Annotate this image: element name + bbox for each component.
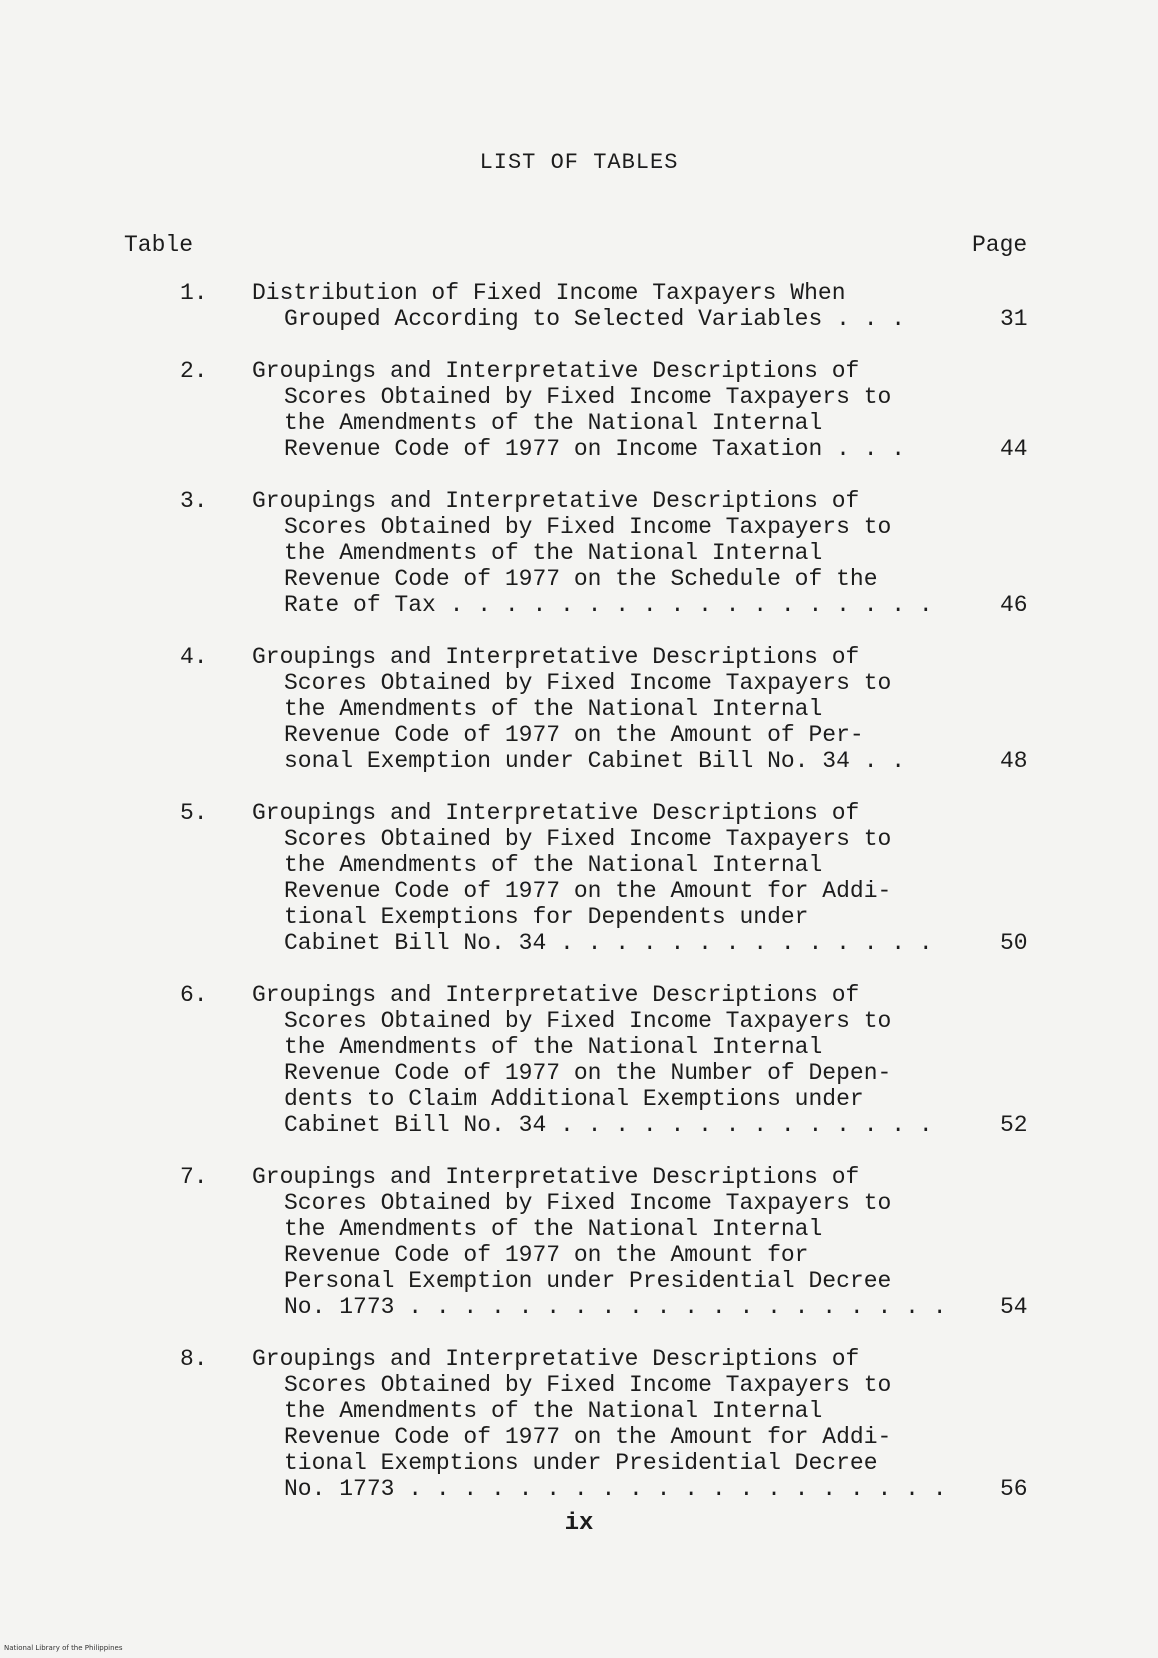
entry-line: Revenue Code of 1977 on the Schedule of the <box>284 566 878 592</box>
entry-line: Groupings and Interpretative Descriptions of <box>252 1164 860 1190</box>
entry-line: Scores Obtained by Fixed Income Taxpayers to <box>284 384 892 410</box>
entry-line: Groupings and Interpretative Descriptions of <box>252 644 860 670</box>
entry-line: Groupings and Interpretative Descriptions of <box>252 488 860 514</box>
entry-page-number: 54 <box>1000 1294 1028 1320</box>
entry-description <box>252 800 992 956</box>
entry-line: Groupings and Interpretative Descriptions of <box>252 1346 860 1372</box>
page-column-header: Page <box>972 232 1028 258</box>
entry-page-number: 56 <box>1000 1476 1028 1502</box>
table-entry <box>180 488 1050 618</box>
table-entry <box>180 280 1050 332</box>
entry-page-number: 52 <box>1000 1112 1028 1138</box>
entry-line: Rate of Tax . . . . . . . . . . . . . . . . . . <box>284 592 933 618</box>
entry-line: the Amendments of the National Internal <box>284 1216 823 1242</box>
entry-line: Groupings and Interpretative Descriptions of <box>252 358 860 384</box>
entry-line: the Amendments of the National Internal <box>284 696 823 722</box>
entry-description <box>252 1164 992 1320</box>
scan-credit: National Library of the Philippines <box>4 1644 123 1652</box>
entry-line: tional Exemptions under Presidential Decree <box>284 1450 878 1476</box>
entry-line: No. 1773 . . . . . . . . . . . . . . . . . . . . <box>284 1294 947 1320</box>
entry-line: Scores Obtained by Fixed Income Taxpayers to <box>284 826 892 852</box>
entry-line: Distribution of Fixed Income Taxpayers When <box>252 280 846 306</box>
entry-line: Groupings and Interpretative Descriptions of <box>252 982 860 1008</box>
entry-line: No. 1773 . . . . . . . . . . . . . . . . . . . . <box>284 1476 947 1502</box>
entry-description <box>252 358 992 462</box>
entry-number: 7. <box>180 1164 208 1190</box>
entry-line: Cabinet Bill No. 34 . . . . . . . . . . . . . . <box>284 1112 933 1138</box>
entry-line: Scores Obtained by Fixed Income Taxpayers to <box>284 1372 892 1398</box>
entry-line: Scores Obtained by Fixed Income Taxpayers to <box>284 514 892 540</box>
entry-line: the Amendments of the National Internal <box>284 540 823 566</box>
entry-line: dents to Claim Additional Exemptions under <box>284 1086 864 1112</box>
entry-line: Revenue Code of 1977 on the Number of Depen- <box>284 1060 892 1086</box>
entry-number: 5. <box>180 800 208 826</box>
entry-description <box>252 1346 992 1502</box>
entry-line: Cabinet Bill No. 34 . . . . . . . . . . . . . . <box>284 930 933 956</box>
entry-number: 2. <box>180 358 208 384</box>
entry-number: 4. <box>180 644 208 670</box>
entry-line: sonal Exemption under Cabinet Bill No. 34 . . <box>284 748 906 774</box>
table-entry <box>180 1164 1050 1320</box>
entry-line: the Amendments of the National Internal <box>284 852 823 878</box>
entry-description <box>252 644 992 774</box>
entry-number: 3. <box>180 488 208 514</box>
table-entry <box>180 982 1050 1138</box>
entry-line: Revenue Code of 1977 on Income Taxation . . . <box>284 436 906 462</box>
entry-line: Scores Obtained by Fixed Income Taxpayers to <box>284 1190 892 1216</box>
entry-line: the Amendments of the National Internal <box>284 1034 823 1060</box>
entry-description <box>252 488 992 618</box>
entry-line: Scores Obtained by Fixed Income Taxpayers to <box>284 1008 892 1034</box>
entry-number: 8. <box>180 1346 208 1372</box>
entry-line: Revenue Code of 1977 on the Amount for Addi- <box>284 878 892 904</box>
entry-page-number: 31 <box>1000 306 1028 332</box>
entry-description <box>252 982 992 1138</box>
entry-line: Grouped According to Selected Variables . . . <box>284 306 906 332</box>
entry-number: 6. <box>180 982 208 1008</box>
entry-description <box>252 280 992 332</box>
entry-line: Revenue Code of 1977 on the Amount for Addi- <box>284 1424 892 1450</box>
entry-line: tional Exemptions for Dependents under <box>284 904 809 930</box>
table-entry <box>180 1346 1050 1502</box>
table-column-header: Table <box>124 232 194 258</box>
table-entry <box>180 358 1050 462</box>
entry-line: the Amendments of the National Internal <box>284 1398 823 1424</box>
table-entry <box>180 644 1050 774</box>
page-title: LIST OF TABLES <box>479 150 679 175</box>
entry-page-number: 50 <box>1000 930 1028 956</box>
entry-line: Revenue Code of 1977 on the Amount for <box>284 1242 809 1268</box>
table-list <box>180 280 1050 1528</box>
entry-page-number: 48 <box>1000 748 1028 774</box>
entry-line: Groupings and Interpretative Descriptions of <box>252 800 860 826</box>
entry-number: 1. <box>180 280 208 306</box>
entry-page-number: 46 <box>1000 592 1028 618</box>
entry-line: Scores Obtained by Fixed Income Taxpayers to <box>284 670 892 696</box>
page-number: ix <box>564 1510 594 1537</box>
table-entry <box>180 800 1050 956</box>
entry-line: the Amendments of the National Internal <box>284 410 823 436</box>
entry-page-number: 44 <box>1000 436 1028 462</box>
entry-line: Revenue Code of 1977 on the Amount of Per- <box>284 722 864 748</box>
entry-line: Personal Exemption under Presidential Decree <box>284 1268 892 1294</box>
